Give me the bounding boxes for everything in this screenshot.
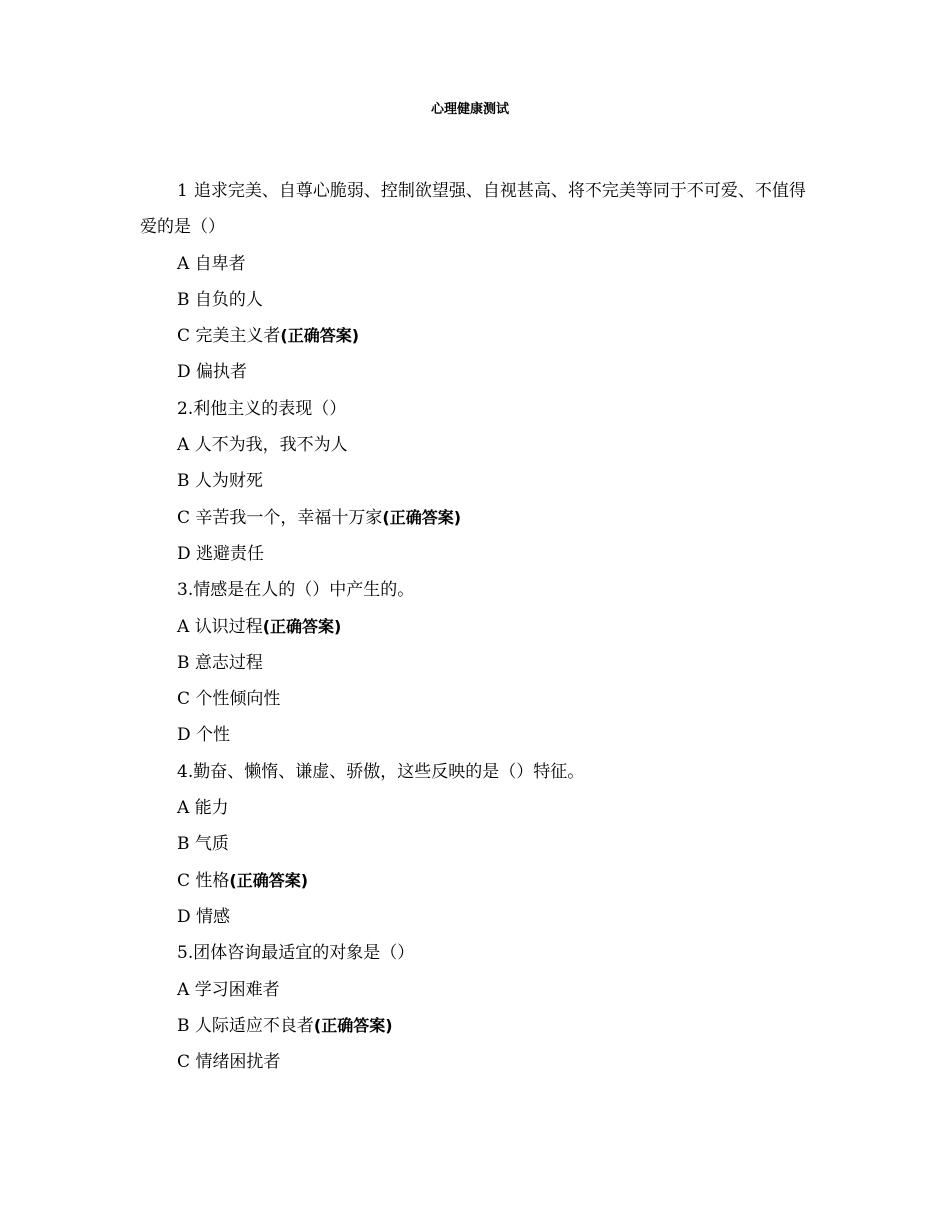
option-letter: A (177, 435, 190, 456)
question-2 (140, 391, 820, 427)
option-text: 性格 (195, 870, 230, 891)
option-2a (140, 427, 820, 463)
option-letter: B (177, 652, 190, 673)
option-text: 人不为我，我不为人 (194, 435, 348, 456)
correct-answer-mark: (正确答案) (382, 507, 462, 527)
option-text: 偏执者 (196, 362, 248, 383)
option-letter: D (177, 725, 191, 746)
option-4b (140, 826, 820, 862)
option-text: 人为财死 (194, 471, 263, 492)
question-number: 3. (177, 580, 194, 601)
question-5 (140, 935, 820, 971)
option-5c (140, 1044, 820, 1080)
correct-answer-mark: (正确答案) (229, 870, 309, 890)
option-1b (140, 282, 820, 318)
option-1a (140, 246, 820, 282)
question-text: 利他主义的表现（） (193, 398, 347, 419)
option-text: 完美主义者 (195, 326, 281, 347)
option-letter: B (177, 1015, 190, 1036)
option-letter: B (177, 289, 190, 310)
option-4c (140, 863, 820, 899)
question-1 (140, 173, 820, 246)
option-letter: A (177, 616, 190, 637)
option-letter: C (177, 326, 191, 347)
question-number: 1 (177, 181, 188, 201)
option-letter: C (177, 507, 191, 528)
option-letter: D (177, 362, 191, 383)
correct-answer-mark: (正确答案) (280, 326, 360, 346)
question-number: 4. (177, 761, 194, 782)
option-4a (140, 790, 820, 826)
option-3a (140, 609, 820, 645)
option-text: 情感 (196, 906, 231, 927)
option-5a (140, 972, 820, 1008)
option-3d (140, 717, 820, 753)
option-letter: A (177, 979, 190, 1000)
option-letter: D (177, 906, 191, 927)
correct-answer-mark: (正确答案) (262, 616, 342, 636)
option-2d (140, 536, 820, 572)
option-letter: A (177, 253, 190, 274)
question-text: 情感是在人的（）中产生的。 (193, 580, 415, 601)
option-letter: C (177, 1052, 191, 1073)
option-2c (140, 500, 820, 536)
option-text: 能力 (194, 798, 229, 819)
option-text: 自负的人 (194, 289, 263, 310)
option-text: 自卑者 (194, 253, 246, 274)
option-text: 个性 (196, 725, 231, 746)
question-text: 团体咨询最适宜的对象是（） (193, 943, 415, 964)
option-text: 个性倾向性 (195, 689, 281, 710)
option-1d (140, 354, 820, 390)
question-text: 勤奋、懒惰、谦虚、骄傲，这些反映的是（）特征。 (193, 761, 585, 782)
option-3b (140, 645, 820, 681)
correct-answer-mark: (正确答案) (313, 1015, 393, 1035)
option-text: 意志过程 (194, 652, 263, 673)
document-title: 心理健康测试 (430, 102, 509, 117)
option-text: 认识过程 (194, 616, 263, 637)
option-letter: B (177, 834, 190, 855)
option-text: 情绪困扰者 (195, 1052, 281, 1073)
option-4d (140, 899, 820, 935)
option-text: 人际适应不良者 (194, 1015, 314, 1036)
option-letter: B (177, 471, 190, 492)
option-text: 辛苦我一个，幸福十万家 (195, 507, 383, 528)
option-letter: D (177, 543, 191, 564)
question-text: 追求完美、自尊心脆弱、控制欲望强、自视甚高、将不完美等同于不可爱、不值得爱的是（） (140, 181, 806, 238)
option-3c (140, 681, 820, 717)
question-number: 2. (177, 398, 194, 419)
option-letter: A (177, 798, 190, 819)
option-text: 学习困难者 (194, 979, 280, 1000)
option-5b (140, 1008, 820, 1044)
option-1c (140, 318, 820, 354)
question-4 (140, 754, 820, 790)
question-list (140, 173, 820, 1080)
option-letter: C (177, 870, 191, 891)
question-number: 5. (177, 943, 194, 964)
question-3 (140, 572, 820, 608)
option-text: 气质 (194, 834, 229, 855)
option-2b (140, 463, 820, 499)
option-letter: C (177, 689, 191, 710)
option-text: 逃避责任 (196, 543, 265, 564)
